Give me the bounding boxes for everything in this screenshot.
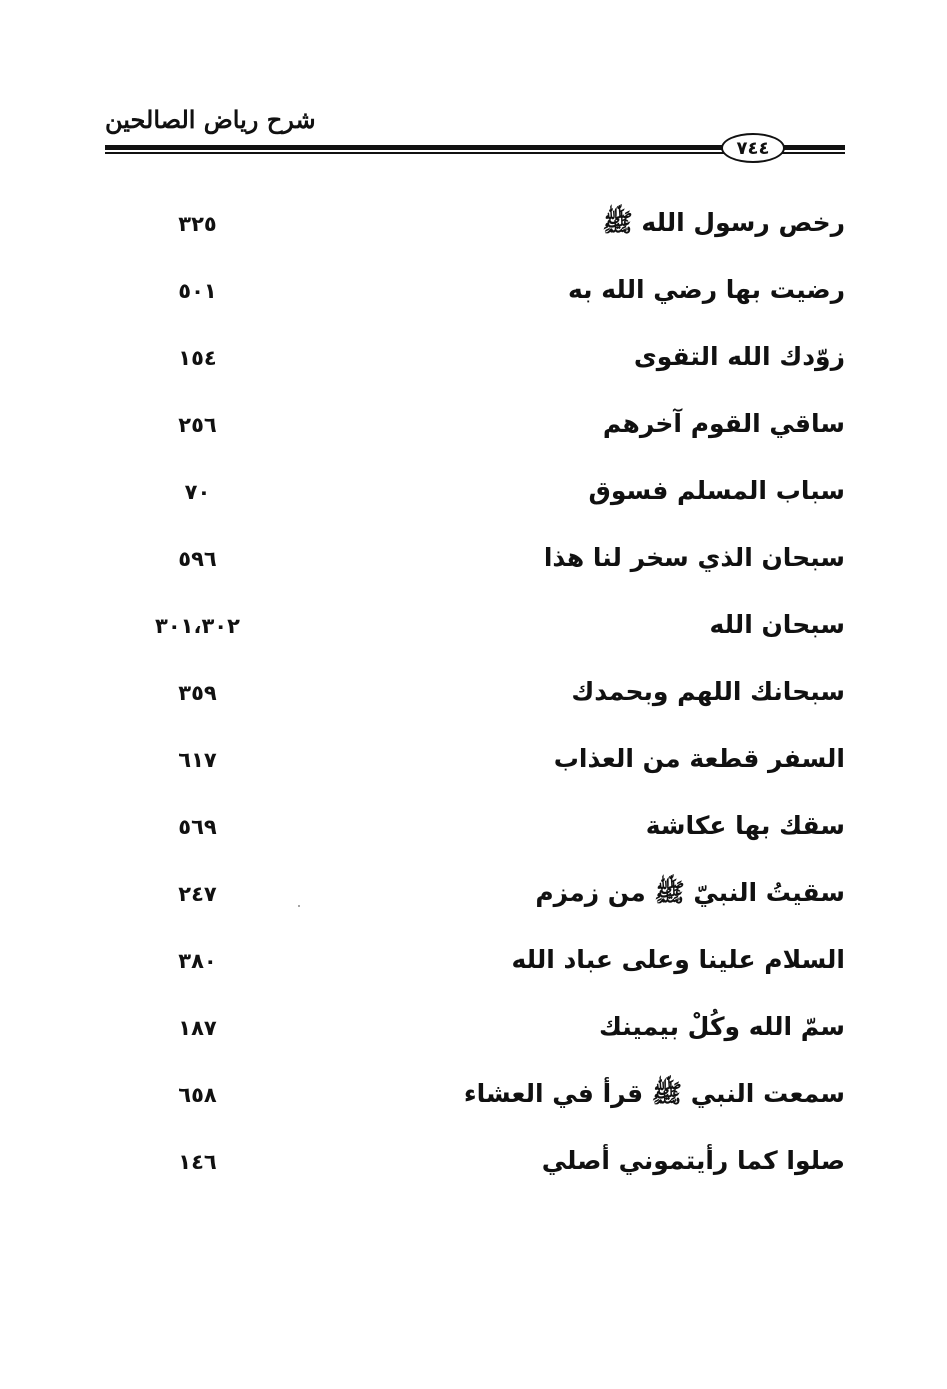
- index-row: [105, 1133, 845, 1200]
- index-row: [105, 195, 845, 262]
- book-title: شرح رياض الصالحين: [105, 105, 316, 134]
- page-number: ٧٤٤: [736, 137, 770, 159]
- entry-pages: ٧٠: [184, 480, 211, 504]
- index-row: [105, 1066, 845, 1133]
- entry-text: رخص رسول الله ﷺ: [602, 208, 845, 237]
- index-row: [105, 463, 845, 530]
- entry-text: صلوا كما رأيتموني أصلي: [541, 1146, 845, 1175]
- index-row: [105, 664, 845, 731]
- entry-text: سباب المسلم فسوق: [588, 476, 845, 505]
- index-row: [105, 329, 845, 396]
- index-row: [105, 262, 845, 329]
- entry-text: سقك بها عكاشة: [645, 811, 845, 840]
- page-number-badge: [721, 133, 785, 163]
- entry-pages: ٣٥٩: [178, 681, 217, 705]
- index-row: [105, 396, 845, 463]
- index-row: [105, 865, 845, 932]
- index-row: [105, 798, 845, 865]
- entry-text: السلام علينا وعلى عباد الله: [511, 945, 845, 974]
- entry-pages: ٥٠١: [178, 279, 217, 303]
- entry-text: السفر قطعة من العذاب: [553, 744, 845, 773]
- entry-pages: ٥٩٦: [178, 547, 217, 571]
- index-row: [105, 731, 845, 798]
- entry-pages: ٣٢٥: [178, 212, 217, 236]
- entry-pages: ١٥٤: [178, 346, 217, 370]
- index-row: [105, 597, 845, 664]
- entry-text: سقيتُ النبيّ ﷺ من زمزم: [535, 878, 845, 907]
- index-row: [105, 932, 845, 999]
- entry-text: سبحانك اللهم وبحمدك: [571, 677, 845, 706]
- entry-pages: ٣٠١،٣٠٢: [155, 614, 240, 638]
- entry-text: رضيت بها رضي الله به: [567, 275, 845, 304]
- entry-text: سبحان الذي سخر لنا هذا: [543, 543, 845, 572]
- entry-text: زوّدك الله التقوى: [633, 342, 845, 371]
- entry-pages: ٢٥٦: [178, 413, 217, 437]
- entry-pages: ٢٤٧: [178, 882, 217, 906]
- scan-speck: [298, 905, 300, 907]
- entry-pages: ٥٦٩: [178, 815, 217, 839]
- entry-pages: ١٤٦: [178, 1150, 217, 1174]
- entry-text: سبحان الله: [709, 610, 845, 639]
- entry-text: سمّ الله وكُلْ بيمينك: [598, 1012, 845, 1041]
- entry-text: ساقي القوم آخرهم: [602, 409, 845, 438]
- page-header: [105, 100, 845, 170]
- index-row: [105, 999, 845, 1066]
- entry-pages: ١٨٧: [178, 1016, 217, 1040]
- entry-pages: ٦٥٨: [178, 1083, 217, 1107]
- index-row: [105, 530, 845, 597]
- index-list: [105, 195, 845, 1200]
- entry-text: سمعت النبي ﷺ قرأ في العشاء: [463, 1079, 845, 1108]
- entry-pages: ٦١٧: [178, 748, 217, 772]
- entry-pages: ٣٨٠: [178, 949, 217, 973]
